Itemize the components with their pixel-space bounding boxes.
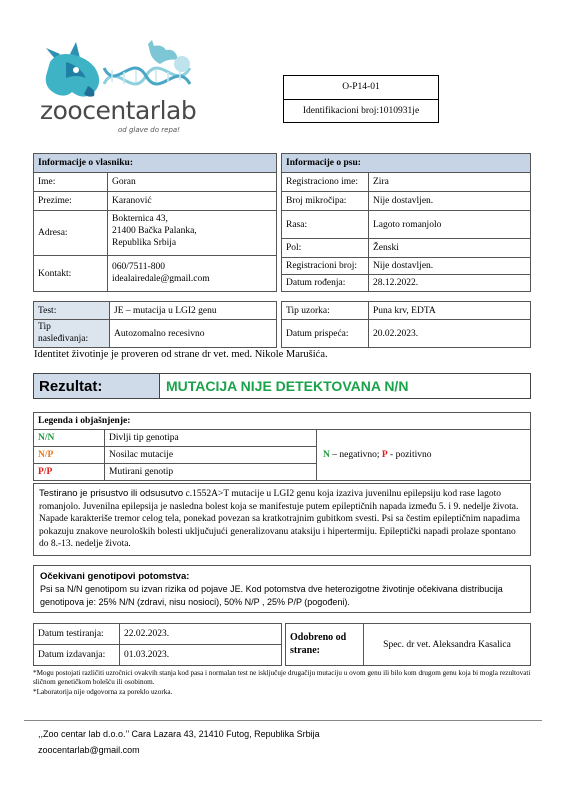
table-row xyxy=(282,211,531,239)
table-row xyxy=(34,173,277,192)
table-row xyxy=(34,624,282,645)
legend-key-text: – negativno; xyxy=(329,450,382,460)
result-banner xyxy=(33,373,531,399)
dog-birthdate-value: 28.12.2022. xyxy=(369,275,531,292)
dog-info-table xyxy=(281,153,531,292)
dog-reg-name-value: Zira xyxy=(369,173,531,192)
footer-address: ,,Zoo centar lab d.o.o.’’ Cara Lazara 43, 21410 Futog, Republika Srbija xyxy=(38,729,320,739)
footer-email: zoocentarlab@gmail.com xyxy=(38,744,140,755)
explanation-text: c.1552A>T mutacije u LGI2 genu koja izaziva juvenilnu epilepsiju kod rase lagoto romanjolo. Juvenilna epilepsija je nasledna bolest koja se manifestuje putem epileptičnih napada između 5. i 9. nedelje života. Napade karakteriše tremor celog tela, ponekad povezan sa kratkotrajnim gubitkom svesti. Psi sa čestim epileptičnim napadima pokazuju znakove neuroloških bolesti uključujući generalizovanu ataksiju i hipertermiju. Epileptički napadi prolaze spontano do 8.-13. nedelje života. xyxy=(39,489,520,550)
identity-verification-text: Identitet životinje je proveren od strane dr vet. med. Nikole Marušića. xyxy=(34,349,328,360)
company-logo xyxy=(36,40,216,140)
approval-table xyxy=(285,623,531,666)
sample-type-value: Puna krv, EDTA xyxy=(369,302,531,320)
inheritance-value: Autozomalno recesivno xyxy=(110,320,277,348)
address-line: Bokternica 43, xyxy=(112,214,168,224)
test-explanation xyxy=(33,483,531,556)
genotype-description: Nosilac mutacije xyxy=(105,447,317,464)
genotype-code: N/N xyxy=(34,430,105,447)
dog-reg-number-label: Registracioni broj: xyxy=(282,258,369,275)
disclaimer-note: *Laboratorija nije odgovorna za poreklo uzorka. xyxy=(33,687,173,696)
owner-address-label: Adresa: xyxy=(34,211,108,256)
table-row xyxy=(282,192,531,211)
table-row xyxy=(282,275,531,292)
dog-sex-value: Ženski xyxy=(369,239,531,258)
issue-date-label: Datum izdavanja: xyxy=(34,645,120,666)
test-label: Test: xyxy=(34,302,110,320)
footer xyxy=(38,727,320,759)
identification-number: Identifikacioni broj:1010931je xyxy=(302,106,420,116)
logo-tagline: od glave do repa! xyxy=(118,126,180,134)
issue-date-value: 01.03.2023. xyxy=(120,645,282,666)
table-row xyxy=(282,239,531,258)
received-date-label: Datum prispeća: xyxy=(282,320,369,348)
sample-info-table xyxy=(281,301,531,348)
legend-heading: Legenda i objašnjenje: xyxy=(34,413,531,430)
sample-type-label: Tip uzorka: xyxy=(282,302,369,320)
footer-divider xyxy=(24,720,542,721)
owner-email: idealairedale@gmail.com xyxy=(112,273,210,284)
owner-contact-label: Kontakt: xyxy=(34,256,108,292)
table-row xyxy=(282,258,531,275)
table-row xyxy=(282,320,531,348)
received-date-value: 20.02.2023. xyxy=(369,320,531,348)
table-row xyxy=(34,645,282,666)
positive-symbol: P xyxy=(381,450,388,460)
dog-microchip-value: Nije dostavljen. xyxy=(369,192,531,211)
explanation-text: Testirano je prisustvo ili odsusutvo xyxy=(39,488,184,499)
genotype-code: N/P xyxy=(34,447,105,464)
dates-table xyxy=(33,623,282,666)
dog-reg-number-value: Nije dostavljen. xyxy=(369,258,531,275)
document-code: O-P14-01 xyxy=(284,76,438,100)
owner-info-heading: Informacije o vlasniku: xyxy=(34,154,277,173)
dog-reg-name-label: Registraciono ime: xyxy=(282,173,369,192)
disclaimer-note: *Mogu postojati različiti uzročnici ovakvih stanja kod pasa i normalan test ne isključuje drugačiju mutaciju u ovom genu ili bilo kom drugom genu koja bi mogla rezultovati sličnom genetičkom bolešću ili osobinom. xyxy=(33,669,531,687)
legend-key xyxy=(317,430,531,481)
owner-info-table xyxy=(33,153,277,292)
approved-by-label: Odobreno od strane: xyxy=(286,624,364,666)
address-line: Republika Srbija xyxy=(112,237,177,248)
testing-date-label: Datum testiranja: xyxy=(34,624,120,645)
offspring-heading: Očekivani genotipovi potomstva: xyxy=(40,571,190,582)
table-row xyxy=(34,320,277,348)
owner-phone: 060/7511-800 xyxy=(112,261,165,272)
dog-sex-label: Pol: xyxy=(282,239,369,258)
owner-address-value xyxy=(108,211,277,256)
testing-date-value: 22.02.2023. xyxy=(120,624,282,645)
negative-symbol: N xyxy=(323,450,330,460)
address-line: 21400 Bačka Palanka, xyxy=(112,225,197,236)
dna-helix-icon xyxy=(104,68,190,84)
result-value: MUTACIJA NIJE DETEKTOVANA N/N xyxy=(166,378,409,394)
table-row xyxy=(34,430,531,447)
dog-microchip-label: Broj mikročipa: xyxy=(282,192,369,211)
inheritance-label-line: nasleđivanja: xyxy=(38,333,89,344)
table-row xyxy=(34,302,277,320)
document-id-box xyxy=(283,75,439,123)
table-row xyxy=(286,624,531,666)
logo-wordmark: zoocentarlab xyxy=(40,96,197,125)
owner-name-value: Goran xyxy=(108,173,277,192)
table-row xyxy=(34,256,277,292)
table-row xyxy=(282,302,531,320)
test-value: JE – mutacija u LGI2 genu xyxy=(110,302,277,320)
genotype-code: P/P xyxy=(34,464,105,481)
test-info-table xyxy=(33,301,277,348)
dog-birthdate-label: Datum rođenja: xyxy=(282,275,369,292)
inheritance-label xyxy=(34,320,110,348)
offspring-text: Psi sa N/N genotipom su izvan rizika od pojave JE. Kod potomstva dve heterozigotne životinje očekivana distribucija genotipova je: 25% N/N (zdravi, nisu nosioci), 50% N/P , 25% P/P (pogođeni). xyxy=(40,584,503,607)
result-label: Rezultat: xyxy=(34,374,160,398)
dog-info-heading: Informacije o psu: xyxy=(282,154,531,173)
owner-contact-value xyxy=(108,256,277,292)
dog-breed-value: Lagoto romanjolo xyxy=(369,211,531,239)
owner-surname-value: Karanović xyxy=(108,192,277,211)
table-row xyxy=(34,192,277,211)
legend-key-text: - pozitivno xyxy=(387,450,432,460)
genotype-description: Divlji tip genotipa xyxy=(105,430,317,447)
disclaimer-notes xyxy=(33,669,533,697)
table-row xyxy=(34,211,277,256)
table-row xyxy=(282,173,531,192)
dog-head-icon xyxy=(46,42,99,97)
owner-name-label: Ime: xyxy=(34,173,108,192)
offspring-genotypes-box xyxy=(33,565,531,613)
legend-table xyxy=(33,412,531,481)
approved-by-value: Spec. dr vet. Aleksandra Kasalica xyxy=(364,624,531,666)
inheritance-label-line: Tip xyxy=(38,322,51,333)
genotype-description: Mutirani genotip xyxy=(105,464,317,481)
dog-breed-label: Rasa: xyxy=(282,211,369,239)
owner-surname-label: Prezime: xyxy=(34,192,108,211)
